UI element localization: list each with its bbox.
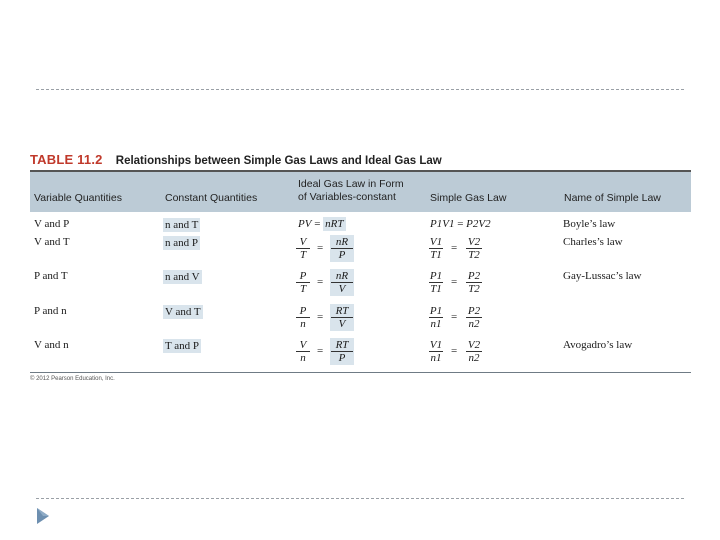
- gas-laws-table: [30, 170, 691, 373]
- equals-sign: =: [451, 311, 458, 323]
- cell-variable: V and P: [34, 218, 70, 230]
- cell-law-name: Boyle’s law: [563, 218, 616, 230]
- table-title: [30, 152, 442, 167]
- table-body: [30, 212, 691, 372]
- simple-fraction-right: $\frac{V2}{n2}$: [467, 339, 481, 364]
- header-name-of-simple-law: Name of Simple Law: [564, 192, 661, 204]
- equals-sign: =: [451, 276, 458, 288]
- header-ideal-gas-law-line1: Ideal Gas Law in Form: [298, 178, 404, 190]
- cell-constant: V and T: [165, 306, 201, 318]
- cell-law-name: Avogadro’s law: [563, 339, 633, 351]
- fraction-right: $\frac{RT}{V}$: [331, 305, 353, 330]
- cell-law-name: Charles’s law: [563, 236, 623, 248]
- table-number: TABLE 11.2: [30, 152, 103, 167]
- simple-fraction-right: $\frac{P2}{T2}$: [467, 270, 481, 295]
- cell-constant: n and V: [165, 271, 200, 283]
- top-dashed-rule: [36, 89, 684, 90]
- cell-constant: n and T: [165, 219, 199, 231]
- cell-variable: V and n: [34, 339, 69, 351]
- equals-sign: =: [451, 242, 458, 254]
- equals-sign: =: [317, 242, 324, 254]
- fraction-left: $\frac{V}{T}$: [296, 236, 310, 261]
- triangle-right-icon[interactable]: [36, 507, 50, 525]
- equals-sign: =: [451, 345, 458, 357]
- cell-variable: V and T: [34, 236, 70, 248]
- cell-variable: P and n: [34, 305, 67, 317]
- fraction-right: $\frac{nR}{P}$: [331, 236, 353, 261]
- cell-ideal-equation: PV = nRT: [298, 218, 344, 230]
- header-ideal-gas-law-line2: of Variables-constant: [298, 191, 396, 203]
- fraction-left: $\frac{V}{n}$: [296, 339, 310, 364]
- simple-fraction-left: $\frac{P1}{T1}$: [429, 270, 443, 295]
- simple-fraction-left: $\frac{V1}{T1}$: [429, 236, 443, 261]
- equals-sign: =: [317, 345, 324, 357]
- cell-constant: n and P: [165, 237, 198, 249]
- table-caption: Relationships between Simple Gas Laws and Ideal Gas Law: [115, 155, 442, 167]
- equals-sign: =: [317, 311, 324, 323]
- header-simple-gas-law: Simple Gas Law: [430, 192, 507, 204]
- header-ideal-gas-law: [298, 178, 404, 204]
- cell-constant: T and P: [165, 340, 200, 352]
- bottom-dashed-rule: [36, 498, 684, 499]
- simple-fraction-left: $\frac{P1}{n1}$: [429, 305, 443, 330]
- equals-sign: =: [317, 276, 324, 288]
- fraction-right: $\frac{nR}{V}$: [331, 270, 353, 295]
- cell-law-name: Gay-Lussac’s law: [563, 270, 642, 282]
- fraction-right: $\frac{RT}{P}$: [331, 339, 353, 364]
- header-variable-quantities: Variable Quantities: [34, 192, 122, 204]
- simple-fraction-left: $\frac{V1}{n1}$: [429, 339, 443, 364]
- simple-fraction-right: $\frac{P2}{n2}$: [467, 305, 481, 330]
- cell-simple-equation: P1V1 = P2V2: [430, 218, 491, 230]
- header-constant-quantities: Constant Quantities: [165, 192, 258, 204]
- simple-fraction-right: $\frac{V2}{T2}$: [467, 236, 481, 261]
- fraction-left: $\frac{P}{T}$: [296, 270, 310, 295]
- cell-variable: P and T: [34, 270, 68, 282]
- copyright-notice: © 2012 Pearson Education, Inc.: [30, 376, 115, 382]
- fraction-left: $\frac{P}{n}$: [296, 305, 310, 330]
- table-header-row: [30, 172, 691, 212]
